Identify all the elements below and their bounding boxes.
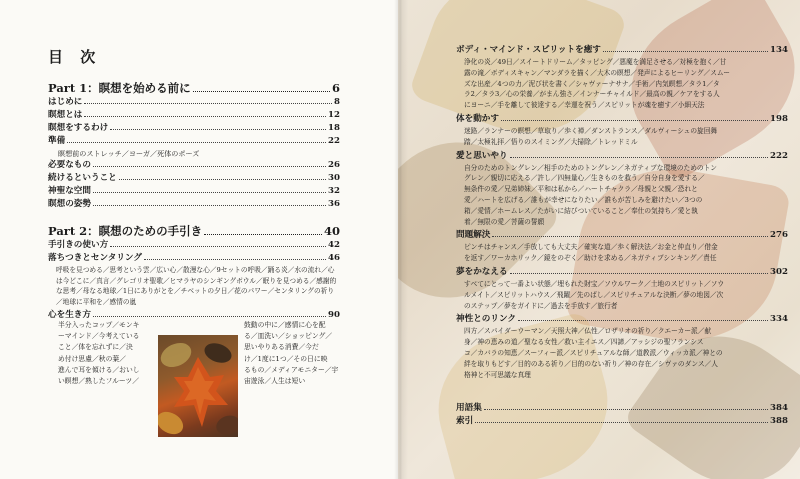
subentry-line: コ／カバラの知恵／スーフィー派／スピリチュアルな師／道教派／ウィッカ派／神との xyxy=(464,348,723,357)
leader-dots xyxy=(93,205,326,206)
subentry-line: い瞑想／熟したフルーツ／ xyxy=(58,377,140,386)
toc-entry-page: 46 xyxy=(328,253,340,263)
toc-entry-page: 30 xyxy=(328,173,340,183)
toc-subentries xyxy=(456,126,788,148)
part-2-entries xyxy=(48,239,340,265)
subentry-line: 思いやりある消費／今だ xyxy=(244,343,319,352)
toc-entry-page: 42 xyxy=(328,240,340,250)
leader-dots xyxy=(144,259,326,260)
toc-section-heading[interactable] xyxy=(456,113,788,126)
toc-entry-label: 索引 xyxy=(456,416,474,427)
toc-entry-label: 瞑想とは xyxy=(48,110,83,120)
leader-dots xyxy=(510,273,768,274)
toc-entry-life[interactable]: 心を生き方 90 xyxy=(48,310,340,320)
toc-column-right xyxy=(456,44,788,428)
subentry-line: ルメイト／スピリットハウス／飛躍／先のばし／スピリチュアルな決断／夢の地図／次 xyxy=(464,290,724,299)
toc-entry[interactable] xyxy=(48,159,340,172)
leader-dots xyxy=(84,116,326,117)
toc-subentries xyxy=(456,279,788,311)
toc-entry-label: 落ちつきとセンタリング xyxy=(48,253,142,263)
toc-entry-page: 222 xyxy=(770,150,788,161)
toc-entry-label: 瞑想をするわけ xyxy=(48,123,109,133)
toc-entry-page: 36 xyxy=(328,199,340,209)
leader-dots xyxy=(119,179,326,180)
toc-entry[interactable] xyxy=(48,172,340,185)
subentry-line: 絆を取りもどす／目的のある祈り／目的のない祈り／神の存在／シヴァのダンス／人 xyxy=(464,359,718,368)
subentry-line: 箱／愛情／ホームレス／たがいに結びついていること／奉仕の気持ち／愛と執 xyxy=(464,206,698,215)
toc-entry-page: 384 xyxy=(770,403,788,414)
toc-section-heading[interactable] xyxy=(456,266,788,279)
toc-entry-label: 愛と思いやり xyxy=(456,150,508,161)
toc-entry-label: ボディ・マインド・スピリットを癒す xyxy=(456,45,601,55)
toc-entry-page: 32 xyxy=(328,186,340,196)
subentry-line: ピンチはチャンス／手放しても大丈夫／確実な道／歩く解決法／お金と仲直り／借金 xyxy=(464,243,718,252)
leader-dots xyxy=(67,142,326,143)
toc-entry-page: 334 xyxy=(770,314,788,325)
part-2-heading[interactable]: Part 2：瞑想のための手引き 40 xyxy=(48,224,340,238)
subentry-line: 格神と不可思議な真理 xyxy=(464,370,531,379)
toc-entry-page: 12 xyxy=(328,110,340,120)
toc-subentries xyxy=(456,326,788,380)
subentry-line: ズな出産／4つの力／泥び状を書く／シャヴァーナサナ／手術／内気瞑想／タラ1／タ xyxy=(464,79,720,88)
leader-dots xyxy=(93,192,326,193)
toc-entry-label: 準備 xyxy=(48,136,66,146)
leader-dots xyxy=(110,129,326,130)
subentry-line: グレン／親切に応える／許し／四無量心／生きものを救う／自分自身を愛する／ xyxy=(464,174,705,183)
right-page xyxy=(398,0,800,479)
toc-entry-page: 26 xyxy=(328,160,340,170)
subentry-line: 着／無限の愛／菩薩の誓願 xyxy=(464,217,545,226)
toc-entry-page: 134 xyxy=(770,45,788,55)
toc-section-heading[interactable] xyxy=(456,44,788,57)
subentry-line: を返す／ワーカホリック／鏡をのぞく／助けを求める／ネガティブシンキング／責任 xyxy=(464,254,717,263)
toc-entry-label: 続けるということ xyxy=(48,173,117,183)
leader-dots xyxy=(110,246,326,247)
toc-entry[interactable] xyxy=(456,402,788,415)
part-1-entries xyxy=(48,96,340,148)
prep-subentries: 瞑想前のストレッチ／ヨーガ／死体のポーズ xyxy=(58,149,200,158)
toc-entry-label: 夢をかなえる xyxy=(456,266,508,277)
toc-entry-label: 神性とのリンク xyxy=(456,314,516,325)
toc-entry[interactable] xyxy=(48,185,340,198)
page-title: 目 次 xyxy=(48,48,102,66)
toc-entry-page: 276 xyxy=(770,230,788,241)
toc-entry-label: 手引きの使い方 xyxy=(48,240,109,250)
toc-entry[interactable] xyxy=(48,135,340,148)
subentry-line: 愛／ハートを広げる／誰もが幸せになりたい／誰もが苦しみを避けたい／3つの xyxy=(464,195,703,204)
subentry-line: 進んで耳を傾ける／おいし xyxy=(58,365,140,374)
leader-dots xyxy=(484,409,768,410)
subentry-line: け／1度に1つ／その日に映 xyxy=(244,354,328,363)
toc-entry-label: 用語集 xyxy=(456,403,482,414)
subentry-line: のステップ／夢をガイドに／過去を手放す／旅行者 xyxy=(464,301,618,310)
toc-section-heading[interactable] xyxy=(456,229,788,242)
leader-dots xyxy=(603,51,768,52)
subentry-line: 宙遊泳／人生は短い xyxy=(244,377,306,386)
toc-entry[interactable] xyxy=(48,109,340,122)
toc-column-left xyxy=(48,74,340,322)
toc-entry[interactable] xyxy=(48,252,340,265)
toc-section-heading[interactable] xyxy=(456,150,788,163)
leader-dots xyxy=(510,157,768,158)
toc-entry[interactable] xyxy=(48,198,340,211)
subentry-line: 身／神の恵みの道／聖なる女性／救い主イエス／四諦／アッシジの聖フランシス xyxy=(464,338,704,347)
toc-entry-page: 198 xyxy=(770,113,788,124)
toc-entry-page: 302 xyxy=(770,266,788,277)
centering-subentries: 呼吸を見つめる／思考という雲／広い心／散漫な心／9セットの呼吸／踊る炎／水の流れ／心は今どこに／真言／グレゴリオ聖歌／ヒマラヤのシンギングボウル／眠りを見つめる／感謝的な思考／母なる地球／1日にありがとを／チベットの夕日／花のパワー／センタリングの祈り／地球に平和を／感情の嵐 xyxy=(56,266,337,306)
toc-entry-page: 388 xyxy=(770,416,788,427)
subentry-line: る／皿洗い／ショッピング／ xyxy=(244,332,333,341)
toc-entry-page: 8 xyxy=(334,97,340,107)
toc-entry-label: 必要なもの xyxy=(48,160,91,170)
subentry-line: 自分のためのトングレン／相手のためのトングレン／ネガティブな環境のためのトン xyxy=(464,163,717,172)
life-subentries-right xyxy=(244,320,344,387)
toc-section-heading[interactable] xyxy=(456,313,788,326)
part-1-heading[interactable]: Part 1：瞑想を始める前に 6 xyxy=(48,81,340,95)
subentry-line: 無条件の愛／兄弟姉妹／平和は私から／ハートチャクラ／母親と父親／恐れと xyxy=(464,185,698,194)
life-subentries-left xyxy=(58,320,154,387)
subentry-line: 四方／スパイダーウーマン／天照大神／仏性／ロザリオの祈り／クエーカー派／献 xyxy=(464,327,712,336)
toc-entry-page: 22 xyxy=(328,136,340,146)
toc-subentries xyxy=(456,242,788,264)
leader-dots xyxy=(93,166,326,167)
toc-entry-label: 瞑想の姿勢 xyxy=(48,199,91,209)
toc-entry-label: 問題解決 xyxy=(456,230,491,241)
toc-entry-label: はじめに xyxy=(48,97,83,107)
left-page xyxy=(0,0,398,479)
toc-entry-page: 18 xyxy=(328,123,340,133)
toc-entry[interactable] xyxy=(48,239,340,252)
toc-entry[interactable] xyxy=(48,96,340,109)
subentry-line: 浄化の炎／49日／スイートドリーム／タッピング／悪魔を満足させる／対極を抱く／甘 xyxy=(464,58,727,66)
subentry-line: こと／体を忘れずに／決 xyxy=(58,343,133,352)
subentry-line: ラ2／タラ3／心の栄養／がまん強さ／インナーチャイルド／最高の親／ケアをする人 xyxy=(464,90,720,99)
subentry-line: るもの／メディアモニター／宇 xyxy=(244,365,339,374)
leader-dots xyxy=(84,103,332,104)
leader-dots xyxy=(475,422,768,423)
subentry-line: ーマインド／今考えている xyxy=(58,332,140,341)
subentry-line: 露の滝／ボディスキャン／マンダラを描く／大木の瞑想／発声によるヒーリング／スムー xyxy=(464,68,730,77)
subentry-line: 踏／太極礼拝／悟りのスイミング／大掃除／トレッドミル xyxy=(464,137,638,146)
leader-dots xyxy=(501,120,768,121)
leader-dots xyxy=(492,236,768,237)
toc-entry-label: 神聖な空間 xyxy=(48,186,91,196)
toc-entry[interactable] xyxy=(456,415,788,428)
toc-subentries xyxy=(456,57,788,111)
subentry-line: すべてにとって一番よい状態／埋もれた財宝／ソウルワーク／土地のスピリット／ソウ xyxy=(464,279,725,288)
subentry-line: 迷路／ランナーの瞑想／草取り／歩く禅／ダンストランス／ダルヴィーシュの旋回舞 xyxy=(464,126,718,135)
part-1-entries-continued xyxy=(48,159,340,211)
book-gutter xyxy=(394,0,408,479)
autumn-leaves-photo xyxy=(158,335,238,437)
subentry-line: め付け思慮／秋の葉／ xyxy=(58,354,126,363)
toc-entry-label: 体を動かす xyxy=(456,113,499,124)
subentry-line: にヨーニ／手を離して彼達する／幸運を祝う／スピリットが魂を癒す／小細天法 xyxy=(464,101,705,110)
subentry-line: 半分入ったコップ／モンキ xyxy=(58,321,140,329)
subentry-line: 鼓動の中に／感情に心を配 xyxy=(244,321,326,329)
toc-subentries xyxy=(456,163,788,228)
toc-entry[interactable] xyxy=(48,122,340,135)
leader-dots xyxy=(518,320,768,321)
